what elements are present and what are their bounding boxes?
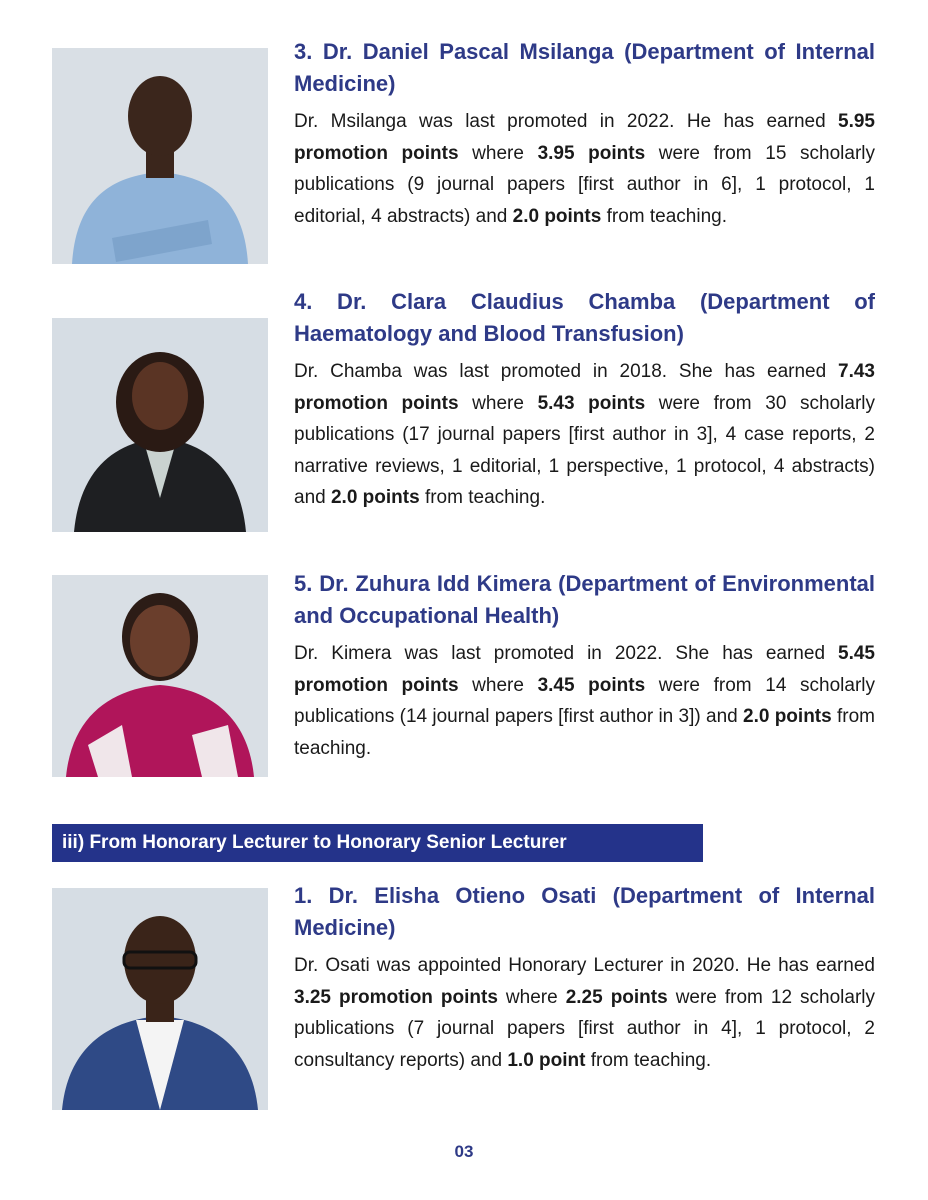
person-silhouette-icon bbox=[52, 318, 268, 532]
staff-bio bbox=[294, 106, 875, 232]
staff-name-heading: 5. Dr. Zuhura Idd Kimera (Department of Environmental and Occupational Health) bbox=[294, 571, 875, 628]
bio-text: where bbox=[497, 986, 566, 1008]
staff-bio bbox=[294, 950, 875, 1076]
bio-emphasis: 7.43 promotion points bbox=[294, 361, 875, 414]
bio-text: were from 15 scholarly publications (9 journal papers [first author in 6], 1 protocol, 1 editorial, 4 abstracts) and bbox=[294, 142, 875, 227]
bio-emphasis: 2.0 points bbox=[330, 487, 420, 508]
bio-text: Dr. Kimera was last promoted in 2022. She has earned bbox=[294, 643, 839, 664]
section-heading-bar: iii) From Honorary Lecturer to Honorary Senior Lecturer bbox=[52, 824, 703, 862]
entry-text bbox=[294, 568, 875, 764]
bio-text: Dr. Msilanga was last promoted in 2022. He has earned bbox=[294, 111, 839, 132]
bio-text: Dr. Osati was appointed Honorary Lecturer in 2020. He has earned bbox=[294, 955, 875, 976]
entry-text bbox=[294, 880, 875, 1076]
bio-emphasis: 5.95 promotion points bbox=[294, 111, 875, 164]
bio-text: where bbox=[458, 142, 538, 164]
bio-text: Dr. Chamba was last promoted in 2018. She has earned bbox=[294, 361, 839, 382]
bio-text: from teaching. bbox=[419, 487, 546, 508]
bio-text: from teaching. bbox=[585, 1049, 712, 1071]
person-silhouette-icon bbox=[52, 575, 268, 777]
bio-text: were from 14 scholarly publications (14 journal papers [first author in 3]) and bbox=[294, 674, 875, 727]
bio-text: from teaching. bbox=[601, 205, 727, 227]
staff-name-heading: 3. Dr. Daniel Pascal Msilanga (Department of Internal Medicine) bbox=[294, 39, 875, 96]
bio-emphasis: 1.0 point bbox=[507, 1049, 586, 1071]
staff-name-heading: 4. Dr. Clara Claudius Chamba (Department of Haematology and Blood Transfusion) bbox=[294, 289, 875, 346]
page-number: 03 bbox=[454, 1142, 474, 1161]
bio-emphasis: 2.0 points bbox=[743, 706, 832, 727]
bio-emphasis: 2.0 points bbox=[512, 205, 602, 227]
bio-emphasis: 3.45 points bbox=[537, 674, 646, 696]
bio-emphasis: 2.25 points bbox=[565, 986, 668, 1008]
bio-text: were from 30 scholarly publications (17 journal papers [first author in 3], 4 case reports, 2 narrative reviews, 1 editorial, 1 perspective, 1 protocol, 4 abstracts) and bbox=[294, 392, 875, 508]
bio-text: where bbox=[458, 392, 538, 414]
bio-emphasis: 5.45 promotion points bbox=[294, 643, 875, 696]
bio-emphasis: 3.95 points bbox=[537, 142, 646, 164]
portrait-photo-kimera bbox=[52, 575, 268, 777]
portrait-photo-chamba bbox=[52, 318, 268, 532]
staff-name-heading: 1. Dr. Elisha Otieno Osati (Department of Internal Medicine) bbox=[294, 883, 875, 940]
portrait-photo-osati bbox=[52, 888, 268, 1110]
portrait-photo-msilanga bbox=[52, 48, 268, 264]
staff-bio bbox=[294, 638, 875, 764]
bio-emphasis: 5.43 points bbox=[537, 392, 646, 414]
bio-text: from teaching. bbox=[294, 706, 875, 759]
staff-bio bbox=[294, 356, 875, 514]
bio-text: were from 12 scholarly publications (7 journal papers [first author in 4], 1 protocol, 2 consultancy reports) and bbox=[294, 986, 876, 1071]
entry-text bbox=[294, 286, 875, 514]
bio-text: where bbox=[458, 674, 538, 696]
person-silhouette-icon bbox=[52, 888, 268, 1110]
bio-emphasis: 3.25 promotion points bbox=[294, 986, 498, 1008]
person-silhouette-icon bbox=[52, 48, 268, 264]
entry-text bbox=[294, 36, 875, 232]
